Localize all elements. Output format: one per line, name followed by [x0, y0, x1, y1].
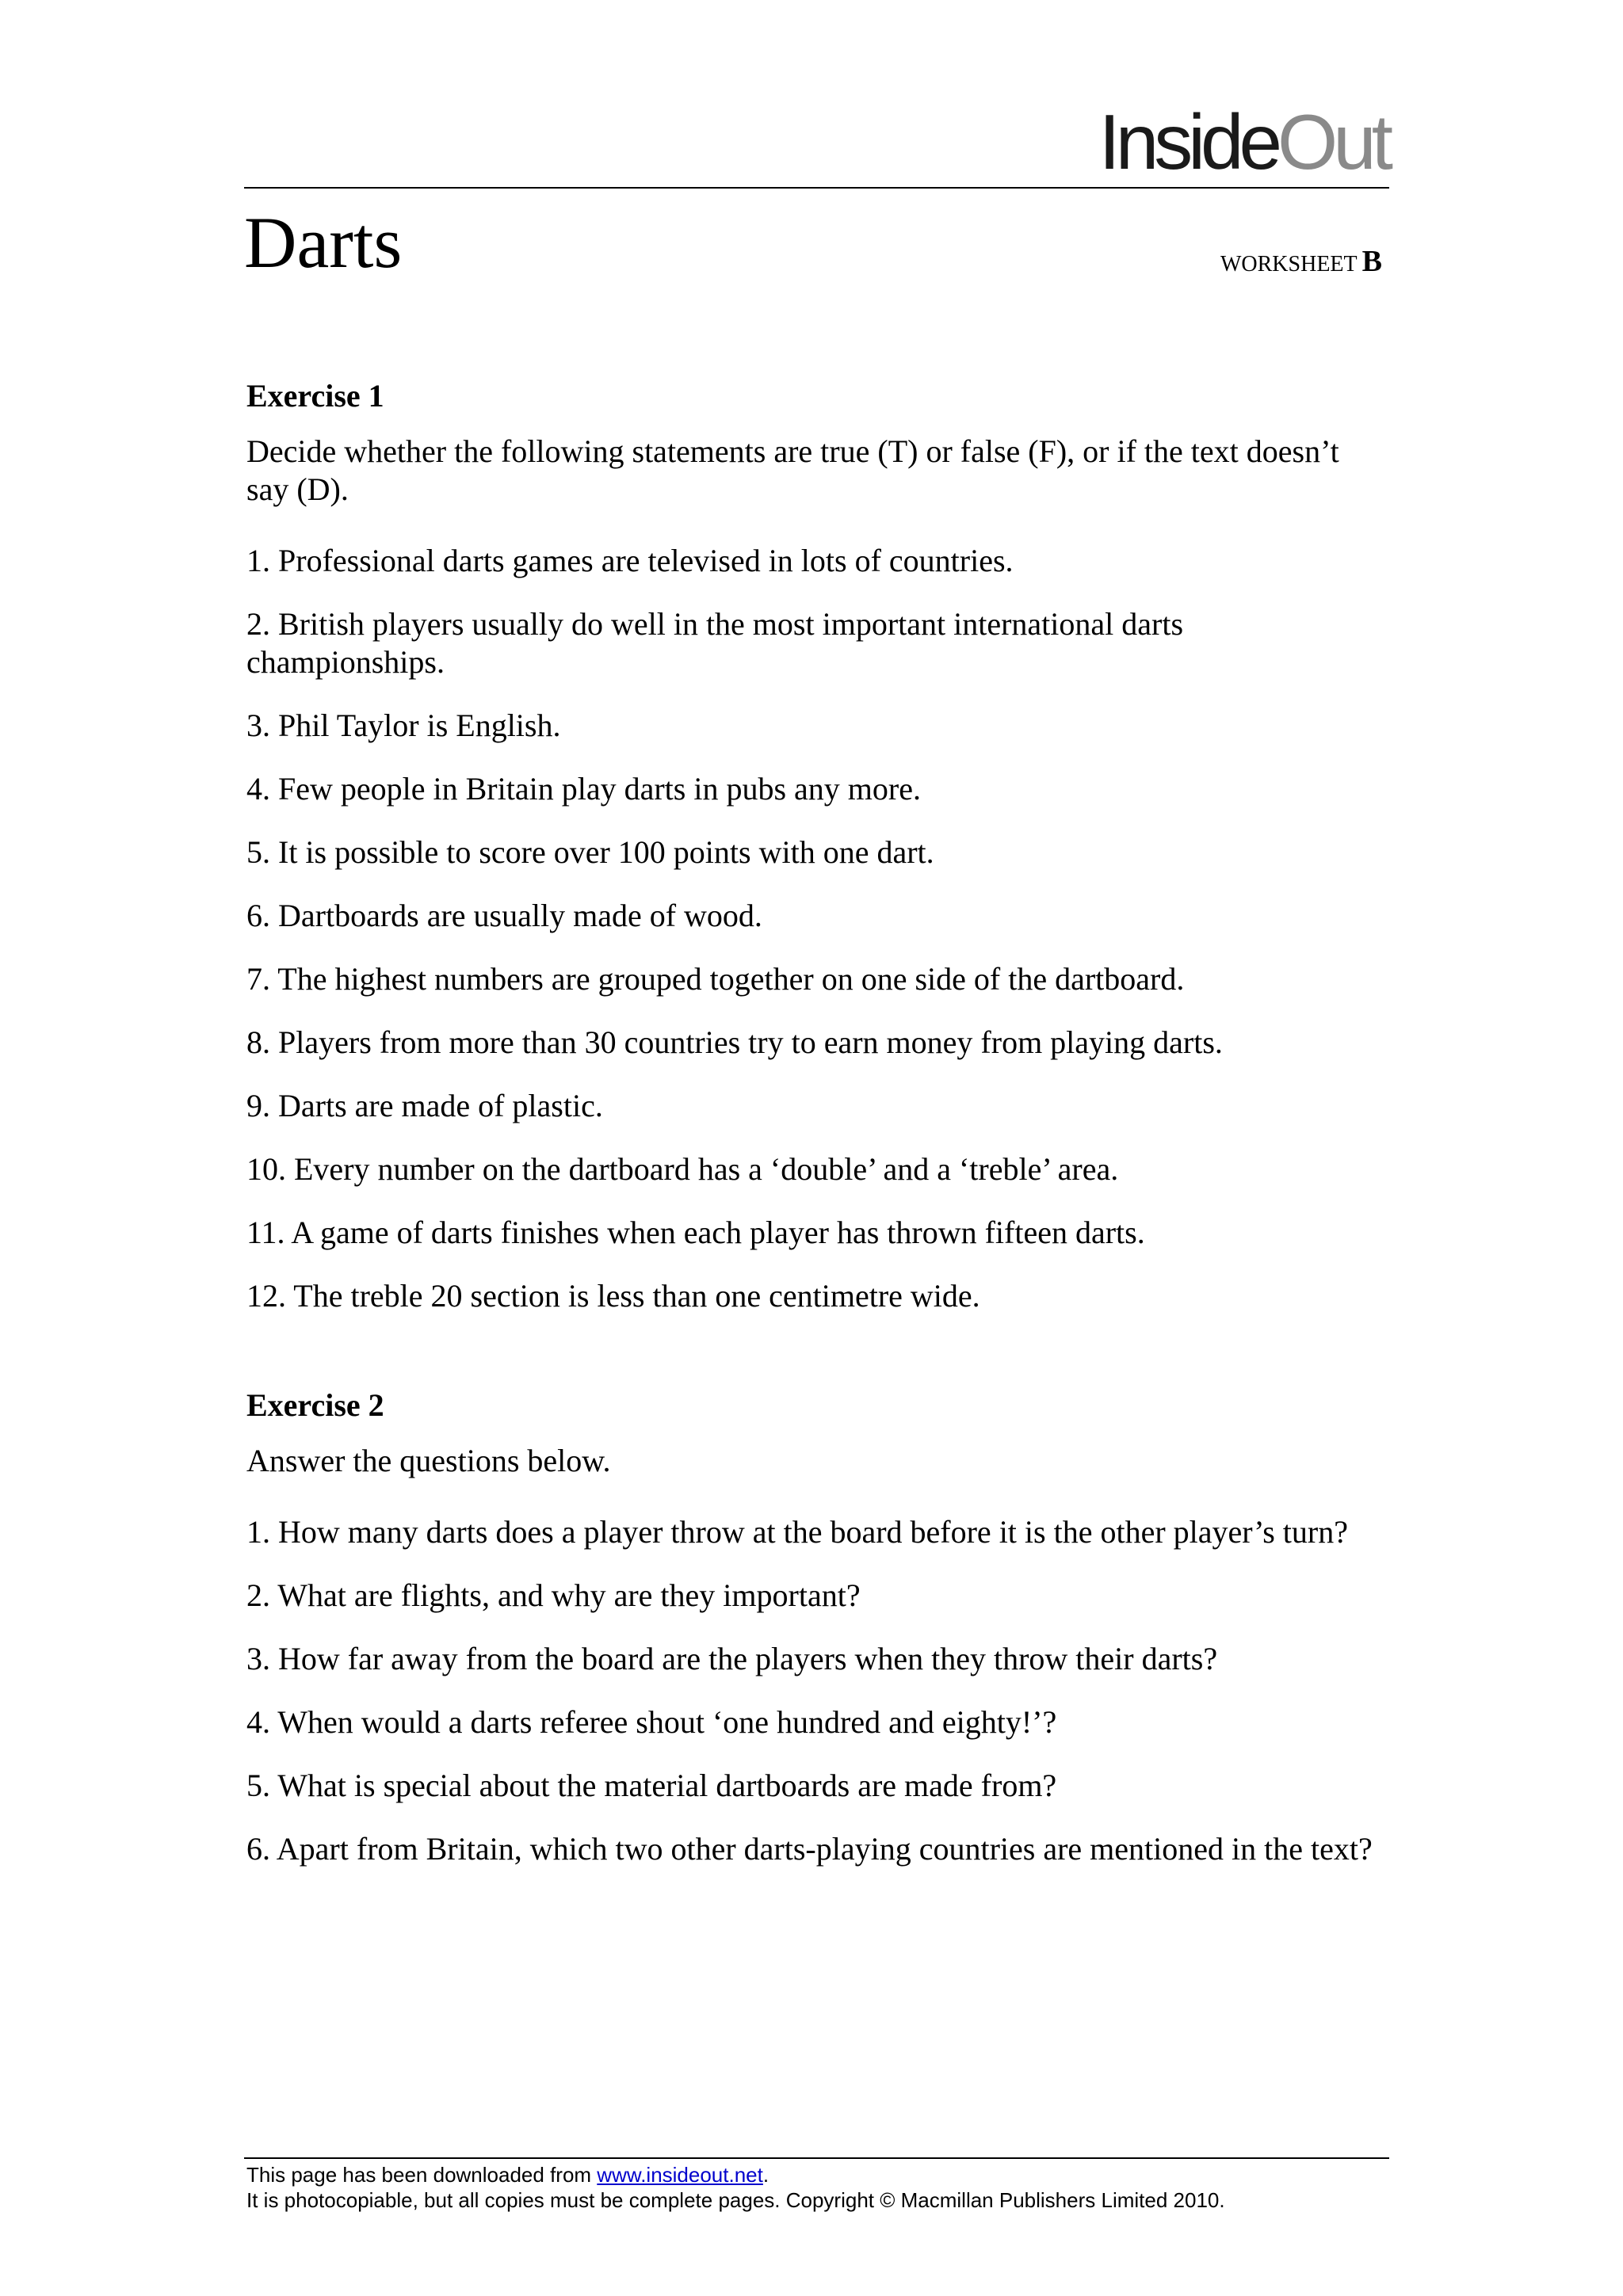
statement-item: 10. Every number on the dartboard has a ‘double’ and a ‘treble’ area. [246, 1151, 1119, 1187]
statement-item: 1. Professional darts games are televised in lots of countries. [246, 543, 1014, 578]
footer [246, 2162, 1225, 2213]
statement-item: 5. It is possible to score over 100 points with one dart. [246, 834, 934, 870]
question-item: 5. What is special about the material dartboards are made from? [246, 1768, 1057, 1803]
statement-item: 9. Darts are made of plastic. [246, 1088, 603, 1123]
worksheet-label-text: WORKSHEET [1220, 252, 1358, 277]
statement-item: 11. A game of darts finishes when each player has thrown fifteen darts. [246, 1215, 1145, 1250]
header-rule [244, 187, 1389, 189]
exercise-2-instruction: Answer the questions below. [246, 1443, 611, 1478]
statement-item: 12. The treble 20 section is less than one centimetre wide. [246, 1278, 980, 1314]
page-title: Darts [244, 202, 403, 283]
exercise-1 [246, 377, 1388, 1315]
statement-item: 7. The highest numbers are grouped together on one side of the dartboard. [246, 961, 1185, 997]
worksheet-letter: B [1361, 245, 1382, 278]
exercise-1-heading: Exercise 1 [246, 378, 384, 414]
footer-rule [244, 2157, 1389, 2159]
statement-item: 4. Few people in Britain play darts in pubs any more. [246, 771, 921, 807]
question-item: 3. How far away from the board are the players when they throw their darts? [246, 1641, 1218, 1676]
question-item: 4. When would a darts referee shout ‘one hundred and eighty!’? [246, 1704, 1057, 1740]
statement-item: 8. Players from more than 30 countries try to earn money from playing darts. [246, 1024, 1223, 1060]
brand-logo-inside: Inside [1098, 98, 1278, 185]
statement-item: 3. Phil Taylor is English. [246, 707, 561, 743]
footer-line-1-prefix: This page has been downloaded from [246, 2163, 598, 2187]
worksheet-content [246, 377, 1388, 1894]
exercise-2 [246, 1386, 1388, 1868]
exercise-1-instruction: Decide whether the following statements are true (T) or false (F), or if the text doesn’t say (D). [246, 433, 1339, 507]
statement-item: 6. Dartboards are usually made of wood. [246, 898, 762, 933]
footer-line-1-suffix: . [762, 2163, 769, 2187]
insideout-link[interactable]: www.insideout.net [597, 2163, 763, 2187]
footer-copyright: It is photocopiable, but all copies must be complete pages. Copyright © Macmillan Publishers Limited 2010. [246, 2188, 1225, 2212]
question-item: 1. How many darts does a player throw at the board before it is the other player’s turn? [246, 1514, 1348, 1550]
question-item: 6. Apart from Britain, which two other darts-playing countries are mentioned in the text? [246, 1831, 1373, 1867]
brand-logo-out: Out [1277, 98, 1388, 185]
brand-logo [1098, 98, 1388, 185]
statement-item: 2. British players usually do well in the most important international darts championships. [246, 606, 1184, 680]
footer-line-1 [246, 2162, 1225, 2187]
question-item: 2. What are flights, and why are they important? [246, 1577, 861, 1613]
worksheet-label [1220, 244, 1382, 279]
exercise-2-heading: Exercise 2 [246, 1387, 384, 1423]
